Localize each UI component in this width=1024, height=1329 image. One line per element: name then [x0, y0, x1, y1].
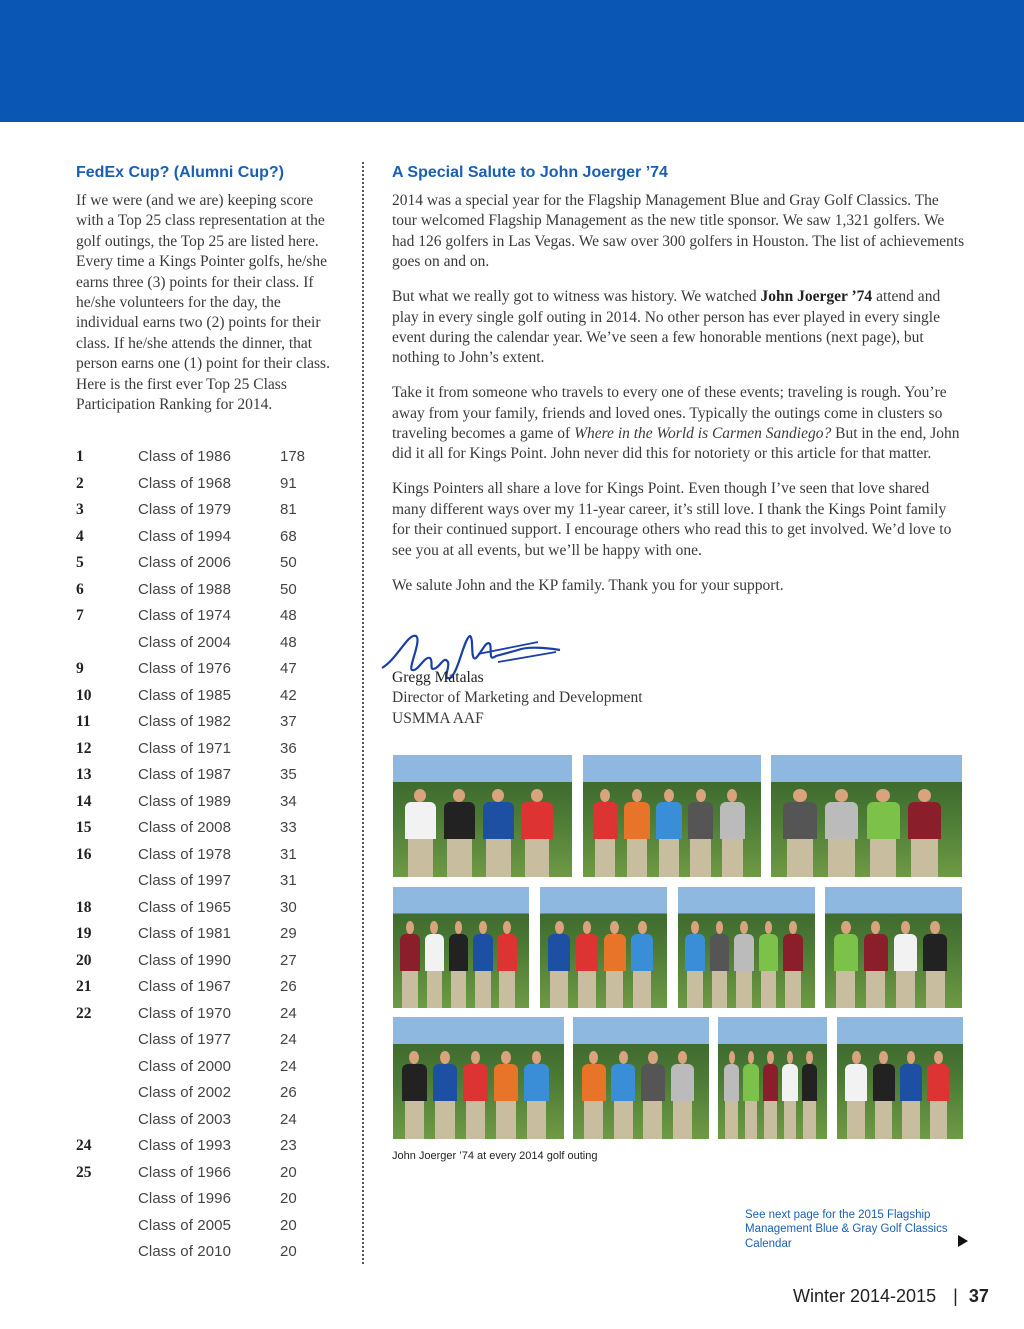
ranking-row	[76, 554, 336, 581]
golfer-figure	[867, 789, 900, 877]
golf-group-photo	[837, 1017, 963, 1139]
header-banner	[0, 0, 1024, 122]
golfer-figure	[894, 921, 918, 1008]
points: 48	[280, 607, 297, 624]
golfer-figure	[463, 1051, 487, 1139]
ranking-row	[76, 925, 336, 952]
golfer-figure	[449, 921, 468, 1008]
class-year: Class of 1978	[138, 845, 232, 863]
golfer-figure	[873, 1051, 895, 1139]
points: 37	[280, 713, 297, 730]
rank-number: 2	[76, 474, 84, 492]
class-year: Class of 1977	[138, 1031, 232, 1048]
ranking-row	[76, 687, 336, 714]
golf-group-photo	[678, 887, 815, 1008]
golfer-figure	[927, 1051, 949, 1139]
points: 91	[280, 474, 297, 492]
golfer-figure	[724, 1051, 740, 1139]
rank-number: 14	[76, 792, 92, 810]
class-year: Class of 1985	[138, 686, 232, 704]
class-year: Class of 1982	[138, 713, 232, 730]
bold-name: John Joerger ’74	[760, 288, 873, 306]
ranking-row	[76, 740, 336, 767]
class-year: Class of 1988	[138, 580, 232, 598]
golf-group-photo	[540, 887, 667, 1008]
photo-caption: John Joerger ’74 at every 2014 golf outing	[392, 1150, 598, 1162]
ranking-row	[76, 475, 336, 502]
rank-number: 6	[76, 580, 84, 598]
rank-number: 20	[76, 951, 92, 969]
signer-org: USMMA AAF	[392, 709, 484, 727]
golfer-figure	[548, 921, 570, 1008]
points: 20	[280, 1216, 297, 1234]
ranking-row	[76, 952, 336, 979]
golfer-figure	[825, 789, 858, 877]
ranking-row	[76, 501, 336, 528]
golfer-figure	[433, 1051, 457, 1139]
article-body	[392, 191, 967, 610]
class-year: Class of 1981	[138, 925, 232, 942]
rank-number: 9	[76, 660, 84, 677]
golf-group-photo	[573, 1017, 709, 1139]
golfer-figure	[671, 1051, 695, 1139]
rank-number: 22	[76, 1004, 92, 1022]
next-page-note[interactable]: See next page for the 2015 Flagship Management Blue & Gray Golf Classics Calendar	[745, 1209, 948, 1250]
points: 24	[280, 1031, 297, 1048]
golfer-figure	[444, 789, 475, 877]
rank-number: 3	[76, 501, 84, 518]
class-year: Class of 2005	[138, 1216, 232, 1234]
class-year: Class of 2003	[138, 1110, 232, 1128]
ranking-row	[76, 713, 336, 740]
text-run: Take it from someone who travels to every one of these events; traveling is rough. You’re away from your family, friends and loved ones. Typically the outings come in clusters so traveling becomes a game of	[392, 384, 947, 443]
issue-season: Winter 2014-2015	[793, 1286, 937, 1306]
points: 23	[280, 1137, 297, 1154]
italic-title: Where in the World is Carmen Sandiego?	[574, 425, 832, 443]
ranking-row	[76, 1190, 336, 1217]
points: 81	[280, 501, 297, 518]
points: 31	[280, 845, 297, 863]
class-year: Class of 1986	[138, 448, 232, 465]
class-year: Class of 2004	[138, 633, 232, 651]
class-year: Class of 1968	[138, 474, 232, 492]
class-year: Class of 1989	[138, 792, 232, 810]
rank-number: 10	[76, 686, 92, 704]
ranking-row	[76, 978, 336, 1005]
golfer-figure	[720, 789, 745, 877]
points: 24	[280, 1004, 297, 1022]
class-year: Class of 1974	[138, 607, 232, 624]
points: 47	[280, 660, 297, 677]
points: 24	[280, 1057, 297, 1075]
golfer-figure	[845, 1051, 867, 1139]
points: 31	[280, 872, 297, 889]
article-heading: A Special Salute to John Joerger ’74	[392, 164, 668, 181]
class-year: Class of 2008	[138, 819, 232, 836]
play-arrow-icon[interactable]	[958, 1235, 968, 1247]
article-paragraph	[392, 287, 967, 369]
golfer-figure	[576, 921, 598, 1008]
golfer-figure	[734, 921, 754, 1008]
rank-number: 24	[76, 1137, 92, 1154]
rank-number: 7	[76, 607, 84, 624]
text-run: But in the end, John did it all for Kings Point. John never did this for notoriety or this article for that matter.	[392, 425, 960, 463]
golfer-figure	[763, 1051, 779, 1139]
golfer-figure	[593, 789, 618, 877]
ranking-row	[76, 1005, 336, 1032]
class-year: Class of 1976	[138, 660, 232, 677]
rank-number: 16	[76, 845, 92, 863]
golfer-figure	[524, 1051, 548, 1139]
article-paragraph: Kings Pointers all share a love for Kings Point. Even though I’ve seen that love shared many different ways over my 11-year career, it’s still love. I thank the Kings Point family for their continued support. I encourage others who read this to get involved. We’d love to see you at all events, but we’ll be happy with one.	[392, 480, 952, 559]
class-year: Class of 2002	[138, 1084, 232, 1101]
points: 36	[280, 739, 297, 757]
golf-group-photo	[771, 755, 962, 877]
ranking-row	[76, 899, 336, 926]
golfer-figure	[685, 921, 705, 1008]
class-year: Class of 1996	[138, 1190, 232, 1207]
golfer-figure	[782, 1051, 798, 1139]
golfer-figure	[900, 1051, 922, 1139]
ranking-row	[76, 528, 336, 555]
ranking-row	[76, 793, 336, 820]
golfer-figure	[834, 921, 858, 1008]
golfer-figure	[641, 1051, 665, 1139]
golfer-figure	[494, 1051, 518, 1139]
ranking-row	[76, 819, 336, 846]
class-year: Class of 2010	[138, 1243, 232, 1260]
rank-number: 5	[76, 554, 84, 571]
class-year: Class of 1965	[138, 898, 232, 916]
golfer-figure	[864, 921, 888, 1008]
golf-group-photo	[718, 1017, 827, 1139]
rank-number: 25	[76, 1163, 92, 1181]
points: 178	[280, 448, 306, 465]
ranking-row	[76, 448, 336, 475]
ranking-row	[76, 1084, 336, 1111]
rank-number: 18	[76, 898, 92, 916]
page-footer	[793, 1286, 989, 1307]
golfer-figure	[783, 789, 816, 877]
ranking-row	[76, 607, 336, 634]
points: 24	[280, 1110, 297, 1128]
golfer-figure	[497, 921, 516, 1008]
signature-block	[392, 668, 643, 729]
article-paragraph: We salute John and the KP family. Thank you for your support.	[392, 576, 784, 594]
ranking-row	[76, 1058, 336, 1085]
ranking-row	[76, 634, 336, 661]
golfer-figure	[710, 921, 730, 1008]
golfer-figure	[521, 789, 552, 877]
rankings-list	[76, 448, 336, 1270]
points: 20	[280, 1190, 297, 1207]
rank-number: 11	[76, 713, 91, 730]
golf-group-photo	[583, 755, 761, 877]
class-year: Class of 1971	[138, 739, 232, 757]
points: 26	[280, 1084, 297, 1101]
golfer-figure	[473, 921, 492, 1008]
golfer-figure	[631, 921, 653, 1008]
footer-separator: |	[953, 1286, 958, 1306]
golfer-figure	[656, 789, 681, 877]
rank-number: 21	[76, 978, 92, 995]
text-run: attend and play in every single golf outing in 2014. No other person has ever played in every single event during the calendar year. We’ve seen a few honorable mentions (next page), but nothing to John’s extent.	[392, 288, 941, 367]
golfer-figure	[802, 1051, 818, 1139]
points: 33	[280, 819, 297, 836]
golfer-figure	[405, 789, 436, 877]
golfer-figure	[759, 921, 779, 1008]
golfer-figure	[400, 921, 419, 1008]
ranking-row	[76, 1111, 336, 1138]
class-year: Class of 1979	[138, 501, 232, 518]
class-year: Class of 1993	[138, 1137, 232, 1154]
golfer-figure	[402, 1051, 426, 1139]
page-number: 37	[968, 1286, 989, 1306]
ranking-row	[76, 846, 336, 873]
rank-number: 19	[76, 925, 92, 942]
signer-name: Gregg Matalas	[392, 669, 484, 686]
golfer-figure	[425, 921, 444, 1008]
rankings-heading: FedEx Cup? (Alumni Cup?)	[76, 164, 284, 181]
rankings-intro: If we were (and we are) keeping score with a Top 25 class representation at the golf outings, the Top 25 are listed here. Every time a Kings Pointer golfs, he/she earns three (3) points for their class. If he/she volunteers for the day, the individual earns two (2) points for their class. If he/she attends the dinner, that person earns one (1) point for their class. Here is the first ever Top 25 Class Participation Ranking for 2014.	[76, 192, 330, 414]
column-divider	[362, 162, 364, 1264]
points: 50	[280, 554, 297, 571]
signer-title: Director of Marketing and Development	[392, 689, 643, 707]
rank-number: 15	[76, 819, 92, 836]
points: 35	[280, 766, 297, 783]
ranking-row	[76, 1243, 336, 1270]
points: 30	[280, 898, 297, 916]
class-year: Class of 1967	[138, 978, 232, 995]
golfer-figure	[743, 1051, 759, 1139]
golfer-figure	[923, 921, 947, 1008]
golfer-figure	[908, 789, 941, 877]
points: 20	[280, 1163, 297, 1181]
golfer-figure	[688, 789, 713, 877]
ranking-row	[76, 1164, 336, 1191]
golfer-figure	[604, 921, 626, 1008]
article-paragraph: 2014 was a special year for the Flagship Management Blue and Gray Golf Classics. The tour welcomed Flagship Management as the new title sponsor. We saw 1,321 golfers. We had 126 golfers in Las Vegas. We saw over 300 golfers in Houston. The list of achievements goes on and on.	[392, 192, 965, 271]
text-run: But what we really got to witness was history. We watched	[392, 288, 761, 306]
golfer-figure	[582, 1051, 606, 1139]
golfer-figure	[483, 789, 514, 877]
points: 27	[280, 951, 297, 969]
rank-number: 12	[76, 739, 92, 757]
article-paragraph	[392, 383, 967, 465]
golf-group-photo	[393, 755, 572, 877]
golfer-figure	[624, 789, 649, 877]
ranking-row	[76, 581, 336, 608]
class-year: Class of 2006	[138, 554, 232, 571]
ranking-row	[76, 1217, 336, 1244]
rank-number: 13	[76, 766, 92, 783]
golfer-figure	[611, 1051, 635, 1139]
class-year: Class of 1997	[138, 872, 232, 889]
golfer-figure	[783, 921, 803, 1008]
ranking-row	[76, 766, 336, 793]
points: 42	[280, 686, 297, 704]
points: 26	[280, 978, 297, 995]
golf-group-photo	[825, 887, 962, 1008]
class-year: Class of 1994	[138, 527, 232, 545]
points: 34	[280, 792, 297, 810]
rank-number: 4	[76, 527, 84, 545]
points: 48	[280, 633, 297, 651]
points: 68	[280, 527, 297, 545]
ranking-row	[76, 1137, 336, 1164]
class-year: Class of 1970	[138, 1004, 232, 1022]
ranking-row	[76, 872, 336, 899]
points: 29	[280, 925, 297, 942]
points: 50	[280, 580, 297, 598]
golf-group-photo	[393, 1017, 564, 1139]
ranking-row	[76, 660, 336, 687]
points: 20	[280, 1243, 297, 1260]
class-year: Class of 2000	[138, 1057, 232, 1075]
class-year: Class of 1966	[138, 1163, 232, 1181]
class-year: Class of 1987	[138, 766, 232, 783]
ranking-row	[76, 1031, 336, 1058]
rank-number: 1	[76, 448, 84, 465]
golf-group-photo	[393, 887, 529, 1008]
class-year: Class of 1990	[138, 951, 232, 969]
